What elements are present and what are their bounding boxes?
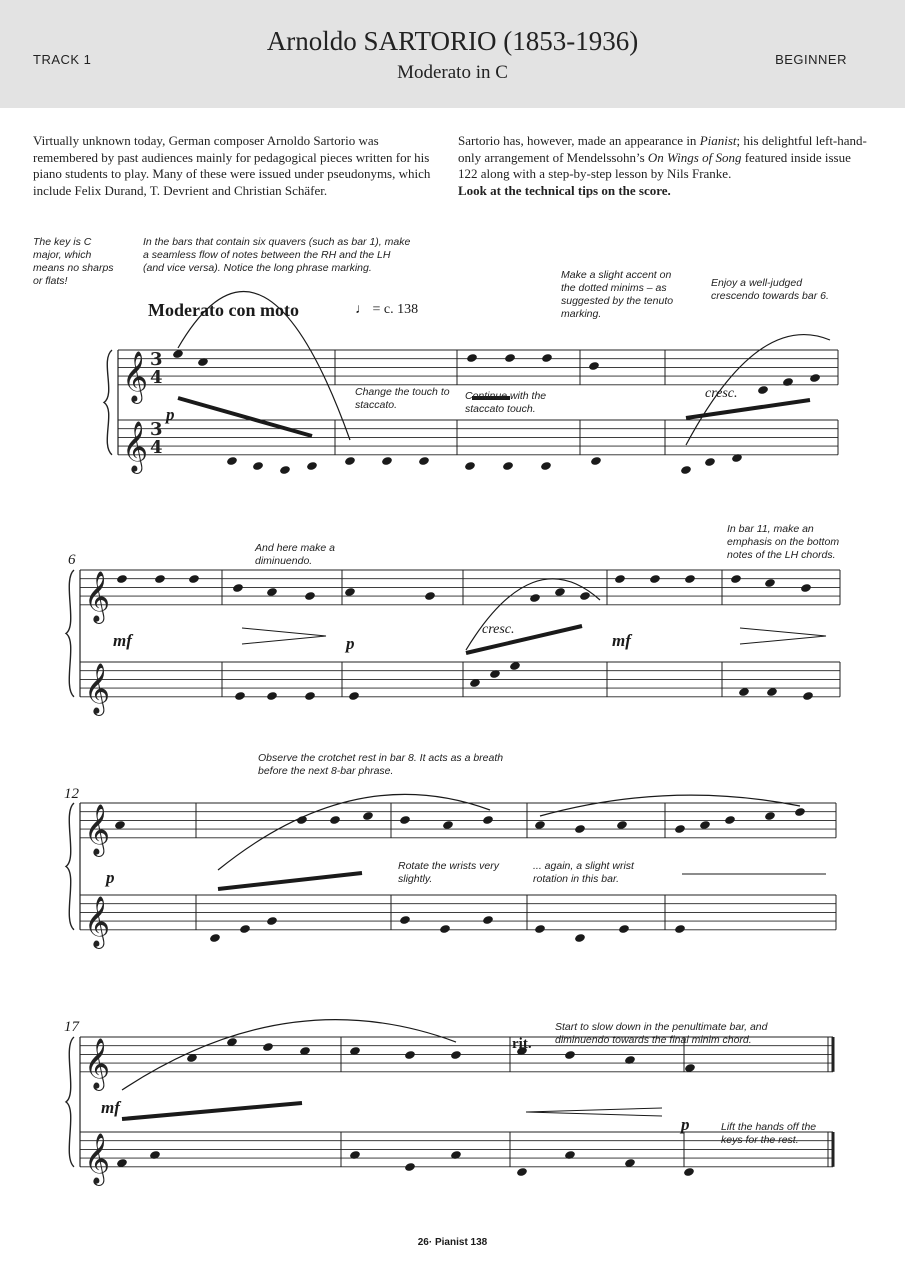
tip-slow: Start to slow down in the penultimate bar, and diminuendo towards the final minim chord. [555, 1021, 768, 1046]
notehead [616, 820, 628, 830]
tip-diminuendo: And here make a diminuendo. [255, 542, 335, 567]
notehead [699, 820, 711, 830]
metronome-value: = c. 138 [372, 302, 419, 317]
magazine-name: Pianist [699, 133, 737, 148]
notehead [574, 933, 586, 943]
notehead [442, 820, 454, 830]
notehead [794, 807, 806, 817]
notehead [674, 824, 686, 834]
notehead [482, 815, 494, 825]
dynamic-mf: mf [113, 631, 132, 650]
notehead [209, 933, 221, 943]
notehead [450, 1050, 462, 1060]
notehead [252, 461, 264, 471]
notehead [800, 583, 812, 593]
notehead [757, 385, 769, 395]
notehead [464, 461, 476, 471]
notehead [809, 373, 821, 383]
notehead [624, 1055, 636, 1065]
notehead [266, 691, 278, 701]
page-footer: 26· Pianist 138 [417, 1237, 488, 1248]
tip-rest: Observe the crotchet rest in bar 8. It acts as a breath before the next 8-bar phrase. [258, 752, 504, 777]
slur [540, 795, 800, 816]
treble-clef: 𝄞 [84, 895, 111, 947]
notehead [649, 574, 661, 584]
treble-clef: 𝄞 [122, 420, 149, 472]
tip-lift: Lift the hands off the keys for the rest. [721, 1121, 817, 1146]
notehead [730, 574, 742, 584]
time-signature: 3 [150, 349, 163, 370]
notehead [724, 815, 736, 825]
intro-callout: Look at the technical tips on the score. [458, 182, 671, 198]
notehead [362, 811, 374, 821]
bar-number-17: 17 [64, 1019, 79, 1035]
dynamic-p: p [346, 634, 355, 653]
notehead [618, 924, 630, 934]
notehead [564, 1050, 576, 1060]
notehead [554, 587, 566, 597]
treble-clef: 𝄞 [84, 570, 111, 622]
slur [218, 794, 490, 870]
notehead [680, 465, 692, 475]
notehead [239, 924, 251, 934]
notehead [154, 574, 166, 584]
notehead [782, 377, 794, 387]
notehead [439, 924, 451, 934]
treble-clef: 𝄞 [84, 1132, 111, 1184]
dynamic-mf: mf [101, 1098, 120, 1117]
notehead [399, 815, 411, 825]
notehead [226, 456, 238, 466]
notehead [574, 824, 586, 834]
notehead [516, 1167, 528, 1177]
brace [104, 350, 112, 455]
intro-right-text-3: featured inside issue 122 along with a step-by-step lesson by Nils Franke. [458, 149, 851, 181]
intro-right-text: Sartorio has, however, made an appearance in [458, 133, 700, 148]
notehead [116, 574, 128, 584]
piece-title: Moderato in C [397, 62, 508, 83]
notehead [534, 924, 546, 934]
notehead [466, 353, 478, 363]
notehead [296, 815, 308, 825]
tempo-marking: Moderato con moto [148, 300, 299, 320]
bar-number-6: 6 [68, 552, 76, 568]
notehead [534, 820, 546, 830]
time-signature: 3 [150, 419, 163, 440]
notehead [540, 461, 552, 471]
cresc-marking: cresc. [482, 622, 515, 637]
tip-again: ... again, a slight wrist rotation in this bar. [533, 860, 634, 885]
notehead [504, 353, 516, 363]
composer-title: Arnoldo SARTORIO (1853-1936) [266, 26, 639, 56]
treble-clef: 𝄞 [84, 803, 111, 855]
level-label: BEGINNER [775, 52, 847, 67]
tip-staccato: Change the touch to staccato. [355, 386, 450, 411]
notehead [149, 1150, 161, 1160]
notehead [232, 583, 244, 593]
crescendo-hairpin [526, 1108, 662, 1116]
tip-rotate: Rotate the wrists very slightly. [398, 860, 499, 885]
brace [66, 803, 74, 930]
notehead [764, 578, 776, 588]
tip-continue: Continue with the staccato touch. [465, 390, 547, 415]
notehead [266, 916, 278, 926]
song-title: On Wings of Song [647, 149, 742, 165]
tip-accent: Make a slight accent on the dotted minims – as suggested by the tenuto marking. [561, 269, 674, 320]
notehead [266, 587, 278, 597]
notehead [588, 361, 600, 371]
notehead [304, 691, 316, 701]
notehead [399, 915, 411, 925]
notehead [683, 1167, 695, 1177]
notehead [418, 456, 430, 466]
dynamic-p: p [166, 405, 175, 424]
notehead [541, 353, 553, 363]
tip-key: The key is C major, which means no sharps or flats! [33, 236, 114, 287]
intro-left-column: Virtually unknown today, German composer Arnoldo Sartorio was remembered by past audiences mainly for pedagogical pieces written for his piano students to play. Many of these were issued under pseudonyms, which include Felix Durand, T. Devrient and Christian Schäfer. [33, 133, 431, 198]
metronome-mark: ♩ = c. 138 [355, 302, 419, 317]
notehead [279, 465, 291, 475]
notehead [348, 691, 360, 701]
diminuendo-hairpin [242, 628, 326, 644]
notehead [404, 1162, 416, 1172]
notehead [329, 815, 341, 825]
bar-number-12: 12 [64, 786, 79, 802]
dynamic-p: p [106, 868, 115, 887]
dynamic-p: p [681, 1115, 690, 1134]
notehead [674, 924, 686, 934]
notehead [114, 820, 126, 830]
beam [686, 400, 810, 418]
time-signature: 4 [150, 437, 163, 458]
notehead [564, 1150, 576, 1160]
rit-marking: rit. [512, 1036, 532, 1052]
notehead [802, 691, 814, 701]
notehead [579, 591, 591, 601]
notehead [482, 915, 494, 925]
beam [178, 398, 312, 436]
brace [66, 1037, 74, 1167]
notehead [344, 456, 356, 466]
notehead [404, 1050, 416, 1060]
tip-quavers: In the bars that contain six quavers (such as bar 1), make a seamless flow of notes between the RH and the LH (and vice versa). Notice the long phrase marking. [143, 236, 411, 274]
notehead [262, 1042, 274, 1052]
notehead [188, 574, 200, 584]
beam [122, 1103, 302, 1119]
notehead [349, 1150, 361, 1160]
treble-clef: 𝄞 [122, 350, 149, 402]
notehead [234, 691, 246, 701]
notehead [684, 574, 696, 584]
dynamic-mf: mf [612, 631, 631, 650]
treble-clef: 𝄞 [84, 662, 111, 714]
notehead [704, 457, 716, 467]
notehead [306, 461, 318, 471]
beam [218, 873, 362, 889]
tip-bar11: In bar 11, make an emphasis on the bottom notes of the LH chords. [727, 523, 840, 561]
diminuendo-hairpin [740, 628, 826, 644]
notehead [381, 456, 393, 466]
notehead [764, 811, 776, 821]
notehead [344, 587, 356, 597]
notehead [590, 456, 602, 466]
notehead [502, 461, 514, 471]
notehead [529, 593, 541, 603]
brace [66, 570, 74, 697]
treble-clef: 𝄞 [84, 1037, 111, 1089]
track-label: TRACK 1 [33, 52, 92, 67]
time-signature: 4 [150, 367, 163, 388]
notehead [304, 591, 316, 601]
notehead [424, 591, 436, 601]
notehead [614, 574, 626, 584]
cresc-marking: cresc. [705, 386, 738, 401]
notehead [450, 1150, 462, 1160]
tip-crescendo: Enjoy a well-judged crescendo towards bar 6. [711, 277, 829, 302]
intro-right-text-2: ; his delightful left-hand-only arrangement of Mendelssohn’s [458, 133, 867, 165]
